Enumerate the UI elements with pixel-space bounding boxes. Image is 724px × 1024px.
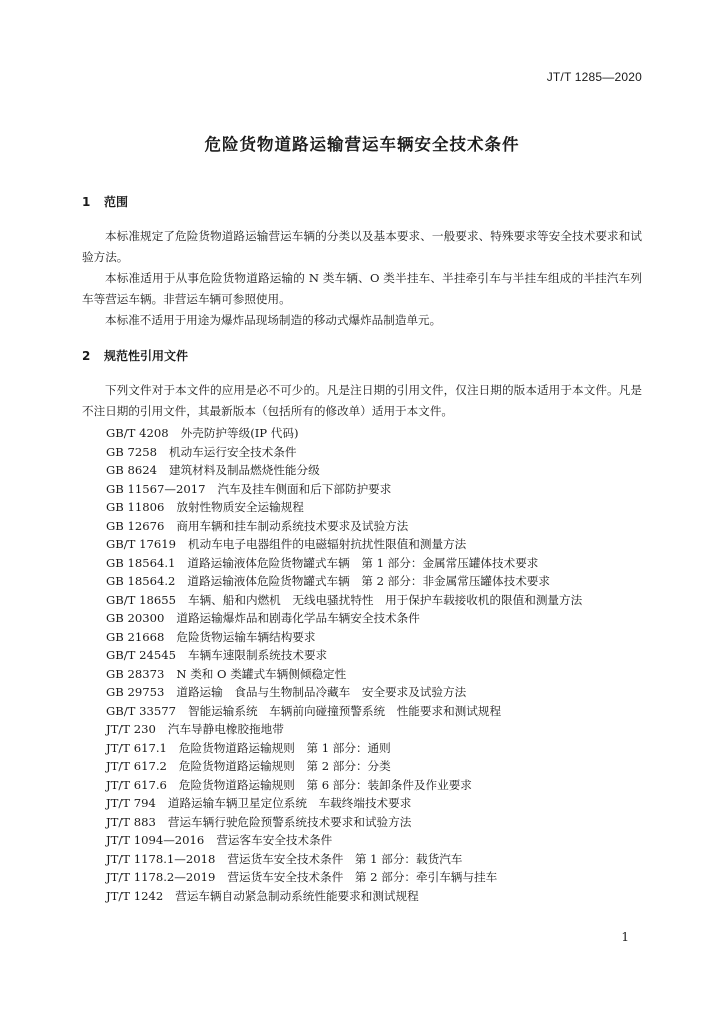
section-number: 1 (82, 195, 91, 209)
reference-list (106, 424, 582, 905)
reference-code: GB 29753 (106, 685, 165, 699)
reference-title: 外壳防护等级(IP 代码) (180, 426, 299, 440)
reference-title: 汽车导静电橡胶拖地带 (167, 722, 284, 736)
reference-code: GB 21668 (106, 629, 165, 644)
reference-title: 危险货物道路运输规则 第 1 部分：通则 (178, 740, 391, 755)
reference-code: JT/T 1178.1—2018 (106, 851, 216, 866)
reference-item (106, 813, 582, 832)
reference-item (106, 683, 582, 702)
reference-code: GB/T 24545 (106, 648, 176, 662)
reference-item (106, 794, 582, 813)
reference-code: JT/T 883 (106, 814, 156, 829)
reference-code: GB 7258 (106, 444, 157, 459)
section-2-heading (82, 347, 188, 364)
reference-item (106, 831, 582, 850)
reference-title: 智能运输系统 车辆前向碰撞预警系统 性能要求和测试规程 (188, 703, 502, 718)
section-number: 2 (82, 349, 91, 363)
reference-code: GB/T 4208 (106, 426, 169, 440)
reference-title: 道路运输液体危险货物罐式车辆 第 2 部分：非金属常压罐体技术要求 (187, 574, 550, 588)
reference-code: GB 18564.2 (106, 574, 176, 588)
reference-title: 建筑材料及制品燃烧性能分级 (168, 463, 320, 477)
reference-code: GB/T 33577 (106, 703, 176, 718)
reference-title: 道路运输爆炸品和剧毒化学品车辆安全技术条件 (176, 611, 420, 625)
reference-title: 车辆、船和内燃机 无线电骚扰特性 用于保护车载接收机的限值和测量方法 (188, 592, 583, 607)
reference-code: GB 12676 (106, 518, 165, 533)
reference-code: JT/T 230 (106, 722, 156, 736)
reference-title: 机动车电子电器组件的电磁辐射抗扰性限值和测量方法 (188, 537, 467, 551)
scope-paragraph: 本标准适用于从事危险货物道路运输的 N 类车辆、O 类半挂车、半挂牵引车与半挂车组成的半挂汽车列车等营运车辆。非营运车辆可参照使用。 (82, 271, 642, 306)
reference-code: GB 8624 (106, 463, 157, 477)
section-title: 规范性引用文件 (104, 349, 189, 363)
reference-code: JT/T 1094—2016 (106, 833, 205, 847)
reference-code: GB 11806 (106, 500, 165, 514)
reference-title: 道路运输 食品与生物制品冷藏车 安全要求及试验方法 (176, 685, 467, 699)
reference-item (106, 535, 582, 554)
reference-code: JT/T 617.2 (106, 759, 167, 773)
reference-code: JT/T 1178.2—2019 (106, 870, 216, 884)
reference-item (106, 498, 582, 517)
reference-item (106, 739, 582, 758)
reference-title: 道路运输液体危险货物罐式车辆 第 1 部分：金属常压罐体技术要求 (187, 555, 539, 570)
section-1-heading (82, 193, 128, 210)
scope-paragraph: 本标准不适用于用途为爆炸品现场制造的移动式爆炸品制造单元。 (105, 313, 442, 327)
reference-title: 营运车辆自动紧急制动系统性能要求和测试规程 (175, 888, 419, 903)
scope-paragraph: 本标准规定了危险货物道路运输营运车辆的分类以及基本要求、一般要求、特殊要求等安全技术要求和试验方法。 (82, 229, 642, 264)
reference-code: GB/T 17619 (106, 537, 176, 551)
reference-code: GB/T 18655 (106, 592, 176, 607)
reference-code: GB 28373 (106, 666, 165, 681)
reference-item (106, 757, 582, 776)
reference-title: 车辆车速限制系统技术要求 (188, 648, 328, 662)
reference-item (106, 628, 582, 647)
reference-item (106, 572, 582, 591)
section-title: 范围 (104, 195, 129, 209)
reference-title: 商用车辆和挂车制动系统技术要求及试验方法 (176, 518, 409, 533)
reference-code: JT/T 617.1 (106, 740, 167, 755)
standard-code: JT/T 1285—2020 (546, 70, 642, 84)
reference-title: 营运车辆行驶危险预警系统技术要求和试验方法 (167, 814, 412, 829)
reference-item (106, 554, 582, 573)
reference-item (106, 461, 582, 480)
reference-item (106, 850, 582, 869)
reference-item (106, 868, 582, 887)
reference-title: 汽车及挂车侧面和后下部防护要求 (217, 481, 392, 496)
reference-item (106, 443, 582, 462)
reference-title: 放射性物质安全运输规程 (176, 500, 304, 514)
reference-code: JT/T 617.6 (106, 777, 167, 792)
reference-code: JT/T 1242 (106, 888, 164, 903)
reference-code: GB 20300 (106, 611, 165, 625)
reference-title: 营运货车安全技术条件 第 1 部分：载货汽车 (227, 851, 463, 866)
reference-item (106, 776, 582, 795)
reference-code: GB 18564.1 (106, 555, 176, 570)
page-number: 1 (621, 930, 629, 944)
reference-title: 营运客车安全技术条件 (216, 833, 333, 847)
references-intro-paragraph: 下列文件对于本文件的应用是必不可少的。凡是注日期的引用文件，仅注日期的版本适用于本文件。凡是不注日期的引用文件，其最新版本（包括所有的修改单）适用于本文件。 (82, 383, 642, 418)
reference-item (106, 424, 582, 443)
reference-item (106, 591, 582, 610)
reference-item (106, 720, 582, 739)
reference-item (106, 517, 582, 536)
reference-title: 危险货物道路运输规则 第 2 部分：分类 (178, 759, 391, 773)
reference-title: N 类和 O 类罐式车辆侧倾稳定性 (176, 666, 347, 681)
reference-item (106, 665, 582, 684)
reference-item (106, 646, 582, 665)
reference-title: 营运货车安全技术条件 第 2 部分：牵引车辆与挂车 (227, 870, 498, 884)
reference-item (106, 702, 582, 721)
reference-item (106, 609, 582, 628)
document-title: 危险货物道路运输营运车辆安全技术条件 (204, 135, 520, 154)
reference-title: 危险货物运输车辆结构要求 (176, 629, 316, 644)
reference-code: GB 11567—2017 (106, 481, 206, 496)
reference-item (106, 480, 582, 499)
reference-title: 道路运输车辆卫星定位系统 车载终端技术要求 (167, 796, 412, 810)
reference-code: JT/T 794 (106, 796, 156, 810)
reference-title: 机动车运行安全技术条件 (168, 444, 297, 459)
reference-item (106, 887, 582, 906)
reference-title: 危险货物道路运输规则 第 6 部分：装卸条件及作业要求 (178, 777, 472, 792)
